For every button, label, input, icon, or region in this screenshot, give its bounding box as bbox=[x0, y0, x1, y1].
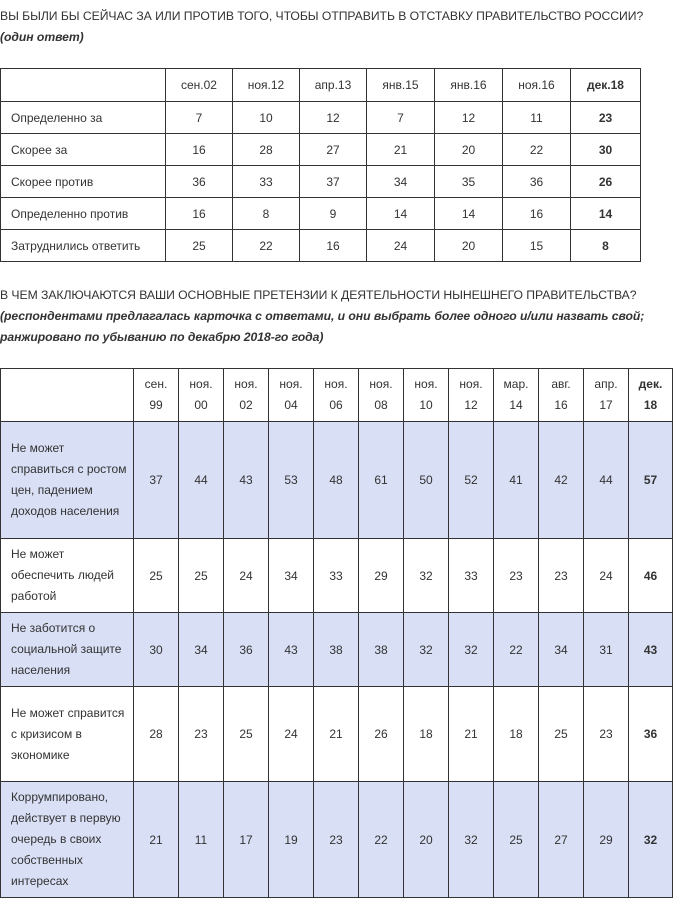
table-cell: 50 bbox=[404, 422, 449, 539]
column-header: дек.18 bbox=[571, 69, 641, 102]
table-row bbox=[1, 134, 641, 166]
table-cell: 7 bbox=[166, 102, 233, 134]
column-header bbox=[179, 369, 224, 422]
table-cell: 41 bbox=[494, 422, 539, 539]
table-cell: 25 bbox=[539, 687, 584, 782]
column-header: янв.15 bbox=[367, 69, 435, 102]
table-cell: 22 bbox=[494, 613, 539, 687]
table-cell: 24 bbox=[269, 687, 314, 782]
table-cell: 53 bbox=[269, 422, 314, 539]
column-header bbox=[629, 369, 673, 422]
table-cell: 25 bbox=[134, 539, 179, 613]
table-cell: 14 bbox=[367, 198, 435, 230]
table-cell: 48 bbox=[314, 422, 359, 539]
table-cell: 16 bbox=[166, 198, 233, 230]
row-label: Не заботится о социальной защите населения bbox=[1, 613, 134, 687]
table-cell: 11 bbox=[179, 782, 224, 898]
table-cell: 43 bbox=[224, 422, 269, 539]
table-cell: 8 bbox=[233, 198, 300, 230]
table-cell: 43 bbox=[269, 613, 314, 687]
table-row bbox=[1, 613, 673, 687]
table-cell: 8 bbox=[571, 230, 641, 262]
column-header-month: ноя. bbox=[234, 377, 258, 391]
table-row bbox=[1, 166, 641, 198]
table-cell: 28 bbox=[134, 687, 179, 782]
table-cell: 35 bbox=[435, 166, 503, 198]
table-cell: 34 bbox=[269, 539, 314, 613]
column-header bbox=[494, 369, 539, 422]
column-header-year: 17 bbox=[599, 398, 613, 412]
question-1-text: ВЫ БЫЛИ БЫ СЕЙЧАС ЗА ИЛИ ПРОТИВ ТОГО, ЧТОБЫ ОТПРАВИТЬ В ОТСТАВКУ ПРАВИТЕЛЬСТВО РОССИИ? bbox=[0, 9, 644, 23]
table-header-row bbox=[1, 69, 641, 102]
question-1-table bbox=[0, 68, 641, 262]
table-cell: 23 bbox=[494, 539, 539, 613]
table-cell: 25 bbox=[224, 687, 269, 782]
table-cell: 33 bbox=[233, 166, 300, 198]
table-cell: 36 bbox=[503, 166, 571, 198]
table-cell: 37 bbox=[300, 166, 367, 198]
table-cell: 46 bbox=[629, 539, 673, 613]
row-label: Затруднились ответить bbox=[1, 230, 166, 262]
row-label: Определенно против bbox=[1, 198, 166, 230]
table-row bbox=[1, 539, 673, 613]
row-label: Не может справится с кризисом в экономике bbox=[1, 687, 134, 782]
table-cell: 24 bbox=[367, 230, 435, 262]
column-header-month: ноя. bbox=[189, 377, 213, 391]
table-row bbox=[1, 198, 641, 230]
row-label: Коррумпировано, действует в первую очередь в своих собственных интересах bbox=[1, 782, 134, 898]
column-header-year: 18 bbox=[643, 398, 658, 412]
table-cell: 36 bbox=[166, 166, 233, 198]
table-row bbox=[1, 782, 673, 898]
column-header-month: мар. bbox=[503, 377, 529, 391]
column-header-year: 08 bbox=[374, 398, 388, 412]
column-header bbox=[1, 69, 166, 102]
column-header bbox=[359, 369, 404, 422]
row-label: Скорее против bbox=[1, 166, 166, 198]
question-2-text: В ЧЕМ ЗАКЛЮЧАЮТСЯ ВАШИ ОСНОВНЫЕ ПРЕТЕНЗИИ К ДЕЯТЕЛЬНОСТИ НЫНЕШНЕГО ПРАВИТЕЛЬСТВА? bbox=[0, 288, 637, 302]
column-header: апр.13 bbox=[300, 69, 367, 102]
table-cell: 61 bbox=[359, 422, 404, 539]
table-cell: 32 bbox=[449, 782, 494, 898]
table-cell: 18 bbox=[494, 687, 539, 782]
table-cell: 12 bbox=[300, 102, 367, 134]
column-header-month: ноя. bbox=[459, 377, 483, 391]
column-header-year: 02 bbox=[239, 398, 253, 412]
table-cell: 14 bbox=[571, 198, 641, 230]
table-cell: 23 bbox=[179, 687, 224, 782]
column-header bbox=[134, 369, 179, 422]
table-cell: 16 bbox=[166, 134, 233, 166]
table-cell: 16 bbox=[300, 230, 367, 262]
table-cell: 20 bbox=[435, 230, 503, 262]
question-1-subtitle: (один ответ) bbox=[0, 30, 84, 44]
table-row bbox=[1, 687, 673, 782]
table-cell: 28 bbox=[233, 134, 300, 166]
column-header bbox=[584, 369, 629, 422]
question-2-subtitle-line-2: ранжировано по убыванию по декабрю 2018-го года) bbox=[0, 330, 324, 344]
table-cell: 23 bbox=[571, 102, 641, 134]
table-cell: 33 bbox=[449, 539, 494, 613]
table-cell: 23 bbox=[539, 539, 584, 613]
table-cell: 32 bbox=[629, 782, 673, 898]
column-header-year: 04 bbox=[284, 398, 298, 412]
table-row bbox=[1, 230, 641, 262]
column-header: янв.16 bbox=[435, 69, 503, 102]
table-cell: 19 bbox=[269, 782, 314, 898]
table-cell: 42 bbox=[539, 422, 584, 539]
table-cell: 14 bbox=[435, 198, 503, 230]
table-cell: 25 bbox=[179, 539, 224, 613]
table-cell: 9 bbox=[300, 198, 367, 230]
table-cell: 29 bbox=[359, 539, 404, 613]
table-cell: 32 bbox=[449, 613, 494, 687]
table-cell: 27 bbox=[539, 782, 584, 898]
question-2-table bbox=[0, 368, 673, 898]
table-cell: 44 bbox=[584, 422, 629, 539]
column-header: ноя.16 bbox=[503, 69, 571, 102]
column-header-year: 10 bbox=[419, 398, 433, 412]
table-cell: 38 bbox=[314, 613, 359, 687]
table-cell: 34 bbox=[367, 166, 435, 198]
table-cell: 57 bbox=[629, 422, 673, 539]
table-cell: 22 bbox=[359, 782, 404, 898]
table-header-row bbox=[1, 369, 673, 422]
column-header-year: 12 bbox=[464, 398, 478, 412]
table-cell: 22 bbox=[503, 134, 571, 166]
table-row bbox=[1, 422, 673, 539]
column-header bbox=[224, 369, 269, 422]
row-label: Скорее за bbox=[1, 134, 166, 166]
table-cell: 23 bbox=[314, 782, 359, 898]
table-cell: 11 bbox=[503, 102, 571, 134]
table-cell: 38 bbox=[359, 613, 404, 687]
column-header-month: апр. bbox=[594, 377, 618, 391]
table-cell: 12 bbox=[435, 102, 503, 134]
column-header-month: ноя. bbox=[324, 377, 348, 391]
column-header: сен.02 bbox=[166, 69, 233, 102]
column-header bbox=[314, 369, 359, 422]
table-cell: 34 bbox=[539, 613, 584, 687]
table-cell: 21 bbox=[314, 687, 359, 782]
table-cell: 22 bbox=[233, 230, 300, 262]
table-cell: 21 bbox=[367, 134, 435, 166]
column-header-year: 99 bbox=[149, 398, 163, 412]
table-cell: 26 bbox=[571, 166, 641, 198]
column-header-month: ноя. bbox=[279, 377, 303, 391]
table-cell: 20 bbox=[404, 782, 449, 898]
question-2-title bbox=[0, 285, 659, 348]
column-header-month: сен. bbox=[144, 377, 168, 391]
table-cell: 27 bbox=[300, 134, 367, 166]
column-header-month: авг. bbox=[551, 377, 571, 391]
column-header-month: ноя. bbox=[414, 377, 438, 391]
table-cell: 44 bbox=[179, 422, 224, 539]
table-cell: 30 bbox=[571, 134, 641, 166]
table-cell: 10 bbox=[233, 102, 300, 134]
table-cell: 21 bbox=[449, 687, 494, 782]
column-header-year: 00 bbox=[194, 398, 208, 412]
table-cell: 24 bbox=[224, 539, 269, 613]
column-header-year: 06 bbox=[329, 398, 343, 412]
table-cell: 25 bbox=[166, 230, 233, 262]
row-label: Определенно за bbox=[1, 102, 166, 134]
column-header-month: ноя. bbox=[369, 377, 393, 391]
table-cell: 52 bbox=[449, 422, 494, 539]
table-row bbox=[1, 102, 641, 134]
table-cell: 30 bbox=[134, 613, 179, 687]
table-cell: 24 bbox=[584, 539, 629, 613]
column-header bbox=[539, 369, 584, 422]
table-cell: 17 bbox=[224, 782, 269, 898]
table-cell: 23 bbox=[584, 687, 629, 782]
table-cell: 16 bbox=[503, 198, 571, 230]
column-header bbox=[449, 369, 494, 422]
table-cell: 43 bbox=[629, 613, 673, 687]
table-cell: 15 bbox=[503, 230, 571, 262]
question-1-title bbox=[0, 6, 659, 48]
table-cell: 20 bbox=[435, 134, 503, 166]
table-cell: 34 bbox=[179, 613, 224, 687]
table-cell: 25 bbox=[494, 782, 539, 898]
column-header-year: 16 bbox=[554, 398, 568, 412]
column-header bbox=[269, 369, 314, 422]
table-cell: 36 bbox=[224, 613, 269, 687]
table-cell: 32 bbox=[404, 613, 449, 687]
question-2-subtitle-line-1: (респондентами предлагалась карточка с ответами, и они выбрать более одного и/или назвать свой; bbox=[0, 309, 645, 323]
column-header bbox=[404, 369, 449, 422]
table-cell: 29 bbox=[584, 782, 629, 898]
row-label: Не может обеспечить людей работой bbox=[1, 539, 134, 613]
column-header: ноя.12 bbox=[233, 69, 300, 102]
table-cell: 33 bbox=[314, 539, 359, 613]
table-cell: 32 bbox=[404, 539, 449, 613]
column-header bbox=[1, 369, 134, 422]
table-cell: 37 bbox=[134, 422, 179, 539]
table-cell: 26 bbox=[359, 687, 404, 782]
table-cell: 18 bbox=[404, 687, 449, 782]
table-cell: 36 bbox=[629, 687, 673, 782]
column-header-month: дек. bbox=[638, 377, 663, 391]
table-cell: 21 bbox=[134, 782, 179, 898]
table-cell: 31 bbox=[584, 613, 629, 687]
column-header-year: 14 bbox=[509, 398, 523, 412]
table-cell: 7 bbox=[367, 102, 435, 134]
row-label: Не может справиться с ростом цен, падением доходов населения bbox=[1, 422, 134, 539]
